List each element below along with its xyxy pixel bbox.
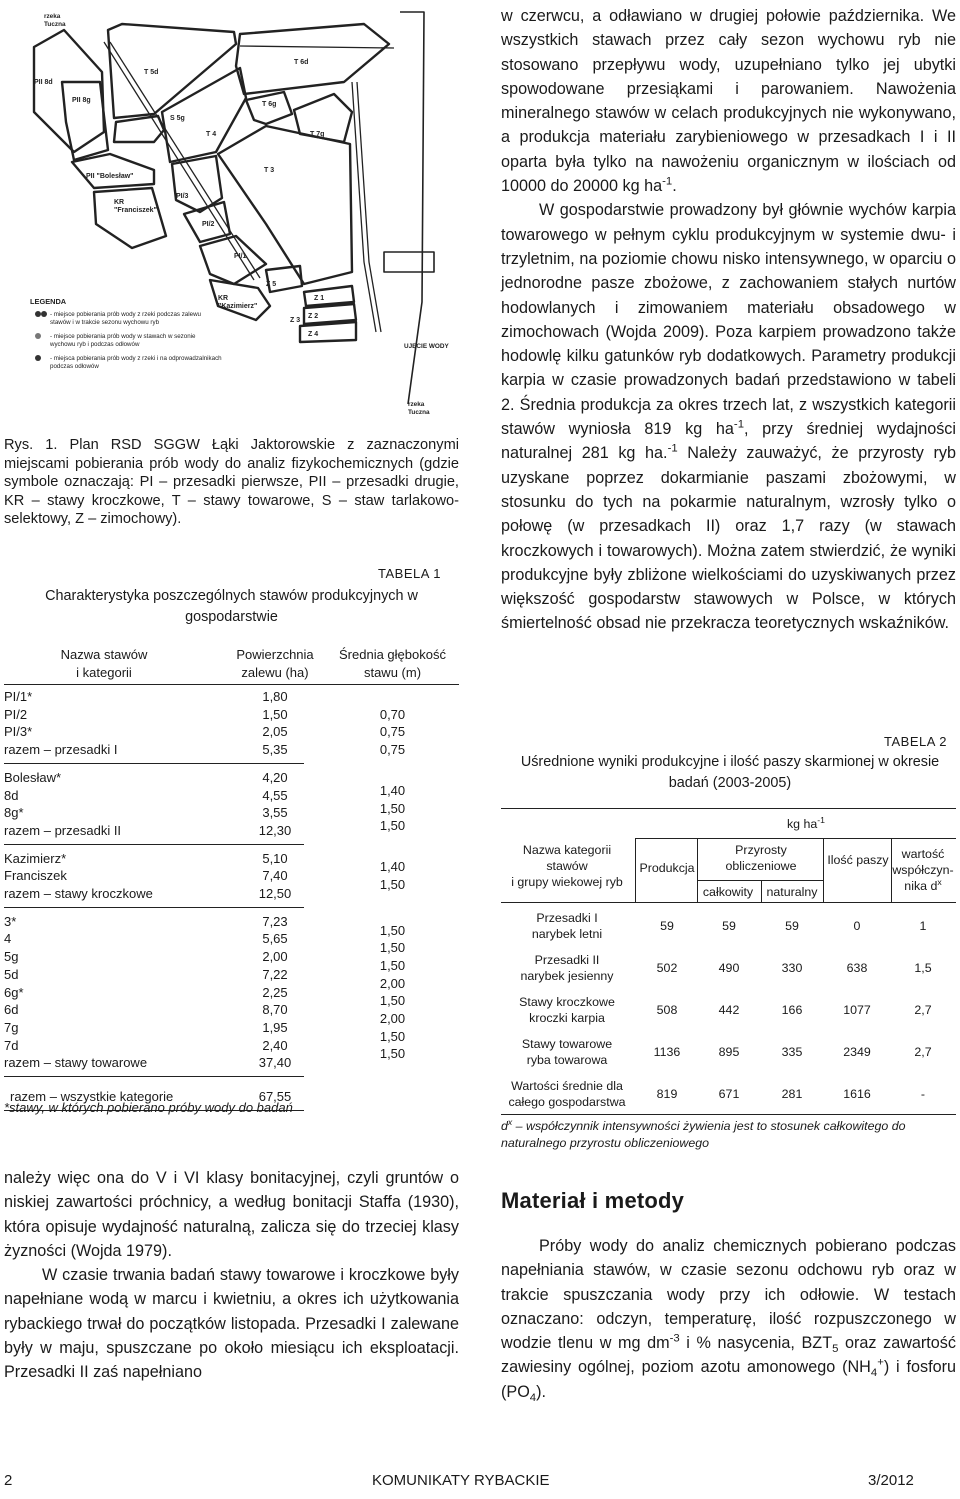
table-rule — [697, 838, 698, 902]
map-label: PII "Bolesław" — [86, 173, 134, 180]
table1-cell-name: 5d — [4, 966, 19, 982]
map-label: S 5g — [170, 115, 185, 122]
table2-row-name: Wartości średnie dla całego gospodarstwa — [508, 1079, 626, 1109]
map-label: Z 3 — [290, 317, 301, 324]
table1-footnote: *stawy, w których pobierano próby wody do badań — [4, 1100, 293, 1115]
table1-cell-area: 2,25 — [262, 984, 288, 1000]
table1-cell-name: PI/1* — [4, 689, 33, 704]
table-rule — [761, 880, 762, 902]
table2-cell: 59 — [785, 919, 799, 933]
table1-cell-area: 4,20 — [262, 769, 288, 785]
table2-col-name: Nazwa kategorii stawów i grupy wiekowej ryb — [511, 843, 623, 889]
table2-cell: 819 — [656, 1087, 678, 1101]
table1-cell-name: 6g* — [4, 984, 24, 1000]
table2-col-prod: Produkcja — [639, 861, 695, 875]
table1-cell-name: Franciszek — [4, 868, 67, 884]
paragraph: Próby wody do analiz chemicznych pobierano podczas napełniania stawów, w czasie sezonu odchowu ryb oraz w trakcie spuszczania wody przy ich odłowie. W testach oznaczano: odczyn, temperaturę, ilość rozpuszczonego w wodzie tlenu w mg $dm^{-3}$ i % nasycenia, $BZT_5$ oraz zawartość zawiesiny ogólnej, poziom azotu amonowego $(NH_4^+)$ i fosforu $(PO_4)$. — [501, 1237, 956, 1405]
table1-cell-depth: 1,50 — [379, 877, 406, 893]
table2-cell: 508 — [656, 1003, 678, 1017]
paragraph: W czasie trwania badań stawy towarowe i kroczkowe były napełniane wodą w marcu i kwietniu, a okres ich użytkowania rybackiego trwał do początków listopada. Przesadki I zalewane były w maju, spuszczane po około miesiącu ich eksploatacji. Przesadki II zaś napełniano — [4, 1266, 459, 1382]
table2-col-natural: naturalny — [766, 885, 818, 899]
map-label: T 6g — [262, 101, 277, 108]
table2-cell: 0 — [853, 919, 861, 933]
map-label: T 4 — [206, 131, 217, 138]
table1-cell-depth: 1,50 — [379, 1028, 406, 1044]
table1-cell-area: 12,30 — [258, 822, 292, 838]
table1-cell-area: 2,40 — [262, 1037, 288, 1053]
table1-cell-name: PI/3* — [4, 724, 33, 740]
journal-name: KOMUNIKATY RYBACKIE — [372, 1472, 550, 1489]
section-heading: Materiał i metody — [501, 1188, 685, 1213]
table1-cell-depth: 0,70 — [379, 706, 406, 722]
paragraph: W gospodarstwie prowadzony był głównie wychów karpia towarowego w pełnym cyklu produkcyjnym w systemie dwu- i trzyletnim, na poziomie chowu nisko intensywnego, w oparciu o jednorodne pasze zbożowe, z zachowaniem stałych nurtów hodowlanych i zimowaniem materiału obsadowego w zimochowach (Wojda 2009). Poza karpiem prowadzono także hodowlę kilku gatunków ryb dodatkowych. Parametry produkcji karpia w czasie prowadzonych badań przedstawiono w tabeli 2. Średnia produkcja za okres trzech lat, z wszystkich kategorii stawów wyniosła 819 kg $ha^{-1}$, przy średniej wydajności naturalnej 281 kg ha.$^{-1}$ Należy zauważyć, że przyrosty ryb uzyskane poprzez dokarmianie paszami zbożowymi, w stosunku do tych na pokarmie naturalnym, wzrosły tylko o połowę (w przesadkach II) oraz 1,7 razy (w stawach kroczkowych i towarowych). Można zatem stwierdzić, że wyniki produkcyjne były zbliżone wielkościami do uzyskiwanych przez większość gospodarstw stawowych w Polsce, w których śmiertelność obsad nie przekracza teoretycznych wskaźników. — [501, 201, 957, 633]
table2-cell: 895 — [718, 1045, 740, 1059]
table1-cell-name: razem – stawy towarowe — [4, 1055, 148, 1071]
table2-cell: 1077 — [843, 1003, 871, 1017]
table1-cell-name: razem – przesadki I — [4, 742, 118, 758]
map-label: Z 4 — [308, 331, 319, 338]
table2-row-name: Stawy kroczkowe kroczki karpia — [519, 995, 615, 1025]
table1-cell-name: 5g — [4, 949, 19, 965]
table1-cell-name: razem – przesadki II — [4, 822, 122, 838]
table1-cell-depth: 2,00 — [379, 975, 406, 991]
table2 — [501, 808, 956, 1113]
table1-cell-depth: 2,00 — [379, 1011, 406, 1027]
table1-cell-name: 6d — [4, 1002, 19, 1018]
caption-text: Plan RSD SGGW Łąki Jaktorowskie z zaznaczonymi miejscami pobierania prób wody do analiz fizykochemicznych (gdzie symbole oznaczają: PI – przesadki pierwsze, PII – przesadki drugie, KR – stawy kroczkowe, T – stawy towarowe, S – staw tarlakowo-selektowy, Z – zimochowy). — [4, 437, 459, 528]
table1-cell-area: 2,05 — [262, 724, 288, 740]
table2-col-growth: Przyrosty obliczeniowe — [725, 843, 797, 873]
map-label: T 6d — [294, 59, 309, 66]
table1-total-value: 67,55 — [258, 1089, 292, 1104]
table2-cell: 2,7 — [914, 1045, 932, 1059]
table1-cell-depth: 0,75 — [379, 724, 406, 740]
table1-cell-area: 5,10 — [262, 850, 288, 866]
table-rule — [501, 1114, 956, 1115]
table1-cell-name: Kazimierz* — [4, 850, 67, 866]
table2-cell: 490 — [718, 961, 740, 975]
table2-cell: 502 — [656, 961, 678, 975]
table1-cell-name: 8g* — [4, 805, 24, 821]
table1-cell-area: 5,65 — [262, 931, 288, 947]
table2-cell: 335 — [781, 1045, 803, 1059]
page-number: 2 — [4, 1472, 13, 1489]
table-rule — [4, 907, 304, 908]
map-label: PI/1 — [234, 253, 247, 260]
table1-cell-name: 8d — [4, 787, 19, 803]
table1-cell-area: 7,22 — [262, 966, 288, 982]
map-label: T 7g — [310, 131, 325, 138]
table2-unit-header: kg $ha^{-1}$ — [786, 814, 825, 831]
table1-header-name: Nazwa stawów i kategorii — [60, 647, 148, 680]
table-rule — [4, 684, 459, 685]
legend-line: stawów i w trakcie sezonu wychowu ryb — [50, 319, 160, 326]
table1 — [4, 646, 459, 1104]
table1-cell-name: 3* — [4, 913, 17, 929]
map-label: PI/2 — [202, 221, 215, 228]
table-rule — [891, 838, 892, 902]
map-label-multiline: rzeka Tuczna — [44, 13, 66, 28]
table2-col-coef: wartość współczyn- nika $d^x$ — [892, 847, 954, 893]
table1-cell-name: 4 — [4, 931, 12, 947]
table1-cell-area: 4,55 — [262, 787, 288, 803]
table-rule — [4, 844, 304, 845]
legend-line: wychowu ryb i podczas odłowów — [50, 341, 140, 348]
table2-cell: 671 — [718, 1087, 740, 1101]
table2-cell: 166 — [781, 1003, 803, 1017]
table1-cell-name: PI/2 — [4, 706, 28, 722]
paragraph: należy więc ona do V i VI klasy bonitacyjnej, czyli gruntów o niskiej zawartości próchnicy, a według bonitacji Staffa (1930), która opisuje wydajność naturalną, zalicza się do trzeciej klasy żyzności (Wojda 1979). — [4, 1169, 459, 1260]
table2-row-name: Stawy towarowe ryba towarowa — [521, 1037, 613, 1067]
issue-number: 3/2012 — [868, 1472, 914, 1489]
table1-cell-area: 7,40 — [262, 868, 288, 884]
table2-cell: 1616 — [843, 1087, 871, 1101]
table2-cell: 442 — [718, 1003, 740, 1017]
table-rule — [501, 902, 956, 903]
table1-cell-area: 8,70 — [262, 1002, 288, 1018]
table2-cell: 2349 — [843, 1045, 871, 1059]
table1-cell-area: 12,50 — [258, 886, 292, 901]
right-body — [501, 4, 956, 636]
map-label: Z 1 — [314, 295, 325, 302]
table1-cell-name: Bolesław* — [4, 769, 62, 785]
section-body — [501, 1234, 956, 1404]
table2-col-feed: Ilość paszy — [827, 853, 889, 867]
table1-cell-area: 1,80 — [262, 689, 288, 704]
map-label: PII 8d — [34, 79, 53, 86]
table1-title: Charakterystyka poszczególnych stawów produkcyjnych w gospodarstwie — [45, 588, 418, 625]
paragraph: w czerwcu, a odławiano w drugiej połowie października. We wszystkich stawach przez cały sezon wychowu ryb nie stosowano przepływu wody, uzupełniano tylko jej ubytki spowodowane przesiąkami i parowaniem. Nawożenia mineralnego stawów w celach produkcyjnych nie wykonywano, a produkcja materiału zarybieniowego w przesadkach I i II oparta była tylko na nawożeniu organicznym w ilościach od 10000 do 20000 kg $ha^{-1}$. — [501, 7, 956, 196]
map-label: T 5d — [144, 69, 159, 76]
table1-total-label: razem – wszystkie kategorie — [10, 1089, 174, 1104]
table2-title: Uśrednione wyniki produkcyjne i ilość paszy skarmionej w okresie badań (2003-2005) — [520, 754, 940, 791]
map-label: Z 2 — [308, 313, 319, 320]
table2-cell: 281 — [781, 1087, 803, 1101]
table2-cell: 1136 — [653, 1045, 681, 1059]
map-label-multiline: KR "Franciszek" — [114, 199, 157, 214]
table2-cell: - — [920, 1087, 926, 1101]
table1-cell-area: 1,50 — [262, 706, 288, 722]
table-rule — [635, 838, 636, 902]
table1-cell-depth: 1,50 — [379, 922, 406, 938]
legend-line: - miejsce pobierania prób wody z rzeki podczas zalewu — [50, 311, 201, 318]
map-label-multiline: rzeka Tuczna — [408, 401, 430, 416]
table-rule — [4, 763, 304, 764]
table1-cell-depth: 1,40 — [379, 783, 406, 799]
map-label: Z 5 — [266, 281, 277, 288]
table2-col-total: całkowity — [702, 885, 754, 899]
table2-label: TABELA 2 — [884, 734, 948, 749]
table1-cell-area: 2,00 — [262, 949, 288, 965]
table1-header-area: Powierzchnia zalewu (ha) — [236, 647, 314, 680]
table1-cell-depth: 1,50 — [379, 818, 406, 834]
table2-cell: 59 — [722, 919, 736, 933]
table-rule — [823, 838, 824, 902]
left-body — [4, 1166, 459, 1385]
table-rule — [697, 880, 823, 881]
table2-row-name: Przesadki II narybek jesienny — [520, 953, 614, 983]
legend-line: podczas odłowów — [50, 363, 99, 370]
table1-cell-name: 7g — [4, 1019, 19, 1035]
table1-cell-depth: 1,50 — [379, 940, 406, 956]
table2-cell: 2,7 — [914, 1003, 932, 1017]
table1-cell-area: 5,35 — [262, 742, 288, 758]
table1-cell-depth: 1,50 — [379, 957, 406, 973]
legend-title: LEGENDA — [30, 297, 67, 306]
table1-cell-area: 37,40 — [258, 1055, 292, 1071]
table1-header-depth: Średnia głębokość stawu (m) — [339, 647, 446, 680]
table1-cell-depth: 0,75 — [379, 742, 406, 758]
table2-cell: 330 — [781, 961, 803, 975]
table2-cell: 1 — [919, 919, 927, 933]
table2-footnote: $d^x$ – współczynnik intensywności żywienia jest to stosunek całkowitego do naturalnego przyrostu obliczeniowego — [501, 1116, 906, 1150]
caption-label: Rys. 1. — [4, 437, 58, 453]
table1-cell-area: 3,55 — [262, 805, 288, 821]
table1-cell-depth: 1,40 — [379, 859, 406, 875]
legend-line: - miejsca pobierania prób wody z rzeki i na odprowadzalnikach — [50, 355, 222, 362]
table1-cell-depth: 1,50 — [379, 1046, 406, 1062]
legend-line: - miejsce pobierania prób wody w stawach w sezonie — [50, 333, 196, 340]
table1-cell-name: 7d — [4, 1037, 19, 1053]
map-label: UJĘCIE WODY — [404, 343, 449, 350]
map-label: T 3 — [264, 167, 275, 174]
table1-label: TABELA 1 — [378, 566, 442, 581]
table-rule — [635, 838, 956, 839]
table2-cell: 638 — [846, 961, 868, 975]
map-label: PI/3 — [176, 193, 189, 200]
map-label: PII 8g — [72, 97, 91, 104]
table-rule — [501, 808, 956, 809]
figure-caption — [4, 436, 459, 529]
pond-map-figure — [4, 2, 449, 420]
table-rule — [4, 1076, 304, 1077]
table2-row-name: Przesadki I narybek letni — [531, 911, 603, 941]
table2-cell: 1,5 — [914, 961, 932, 975]
table1-cell-depth: 1,50 — [379, 993, 406, 1009]
map-label-multiline: KR "Kazimierz" — [218, 295, 258, 310]
table1-cell-depth: 1,50 — [379, 800, 406, 816]
table1-cell-name: razem – stawy kroczkowe — [4, 886, 153, 901]
table1-cell-area: 1,95 — [262, 1019, 288, 1035]
table1-cell-area: 7,23 — [262, 913, 288, 929]
table2-cell: 59 — [660, 919, 674, 933]
